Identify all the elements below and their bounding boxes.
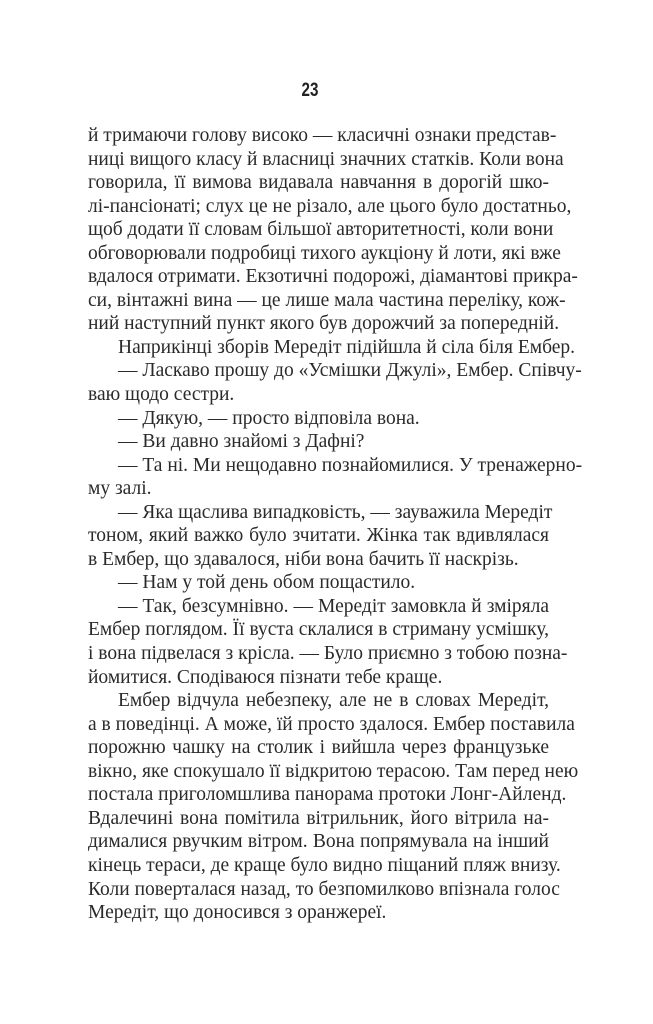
text-line: а в поведінці. А може, їй просто здалося. Ембер поставила	[88, 713, 575, 735]
text-line: Мередіт, що доносився з оранжереї.	[88, 902, 387, 924]
text-line: — Ви давно знайомі з Дафні?	[118, 431, 365, 453]
text-line: — Ласкаво прошу до «Усмішки Джулі», Ембер. Співчу-	[118, 360, 582, 382]
text-line: кінець тераси, де краще було видно піщаний пляж внизу.	[88, 854, 561, 876]
text-line: му залі.	[88, 478, 152, 500]
text-line: тоном, який важко було зчитати. Жінка так вдивлялася	[88, 525, 549, 547]
text-line: ваю щодо сестри.	[88, 384, 235, 406]
text-line: постала приголомшлива панорама протоки Лонг-Айленд.	[88, 784, 567, 806]
text-line: си, вінтажні вина — це лише мала частина переліку, кож-	[88, 289, 566, 311]
text-line: вікно, яке спокушало її відкритою терасою. Там перед нею	[88, 760, 579, 782]
text-line: щоб додати її словам більшої авторитетності, коли вони	[88, 219, 554, 241]
text-line: Вдалечині вона помітила вітрильник, його вітрила на-	[88, 807, 549, 829]
text-line: йомитися. Сподіваюся пізнати тебе краще.	[88, 666, 443, 688]
text-line: лі-пансіонаті; слух це не різало, але цього було достатньо,	[88, 195, 572, 217]
text-line: й тримаючи голову високо — класичні ознаки представ-	[88, 125, 557, 146]
text-line: Наприкінці зборів Мередіт підійшла й сіла біля Ембер.	[118, 336, 576, 358]
text-line: Ембер відчула небезпеку, але не в словах Мередіт,	[118, 690, 549, 712]
text-line: ний наступний пункт якого був дорожчий за попередній.	[88, 313, 560, 335]
text-line: — Та ні. Ми нещодавно познайомилися. У тренажерно-	[118, 454, 583, 476]
page-number: 23	[301, 80, 319, 101]
text-line: Ембер поглядом. Її вуста склалися в стриману усмішку,	[88, 619, 549, 641]
text-line: говорила, її вимова видавала навчання в дорогій шко-	[88, 172, 549, 194]
text-line: — Яка щаслива випадковість, — зауважила Мередіт	[118, 501, 553, 523]
text-line: — Нам у той день обом пощастило.	[118, 572, 416, 594]
text-line: ниці вищого класу й власниці значних статків. Коли вона	[88, 148, 564, 170]
text-line: в Ембер, що здавалося, ніби вона бачить її наскрізь.	[88, 548, 519, 570]
text-line: Коли поверталася назад, то безпомилково впізнала голос	[88, 878, 560, 900]
text-line: вдалося отримати. Екзотичні подорожі, діамантові прикра-	[88, 266, 578, 288]
text-line: — Дякую, — просто відповіла вона.	[118, 407, 420, 429]
text-line: і вона підвелася з крісла. — Було приємно з тобою позна-	[88, 643, 568, 665]
text-line: обговорювали подробиці тихого аукціону й лоти, які вже	[88, 242, 561, 264]
body-text	[88, 124, 583, 925]
text-line: дималися рвучким вітром. Вона попрямувала на інший	[88, 831, 549, 853]
text-line: — Так, безсумнівно. — Мередіт замовкла й зміряла	[118, 595, 549, 617]
text-line: порожню чашку на столик і вийшла через французьке	[88, 737, 549, 759]
